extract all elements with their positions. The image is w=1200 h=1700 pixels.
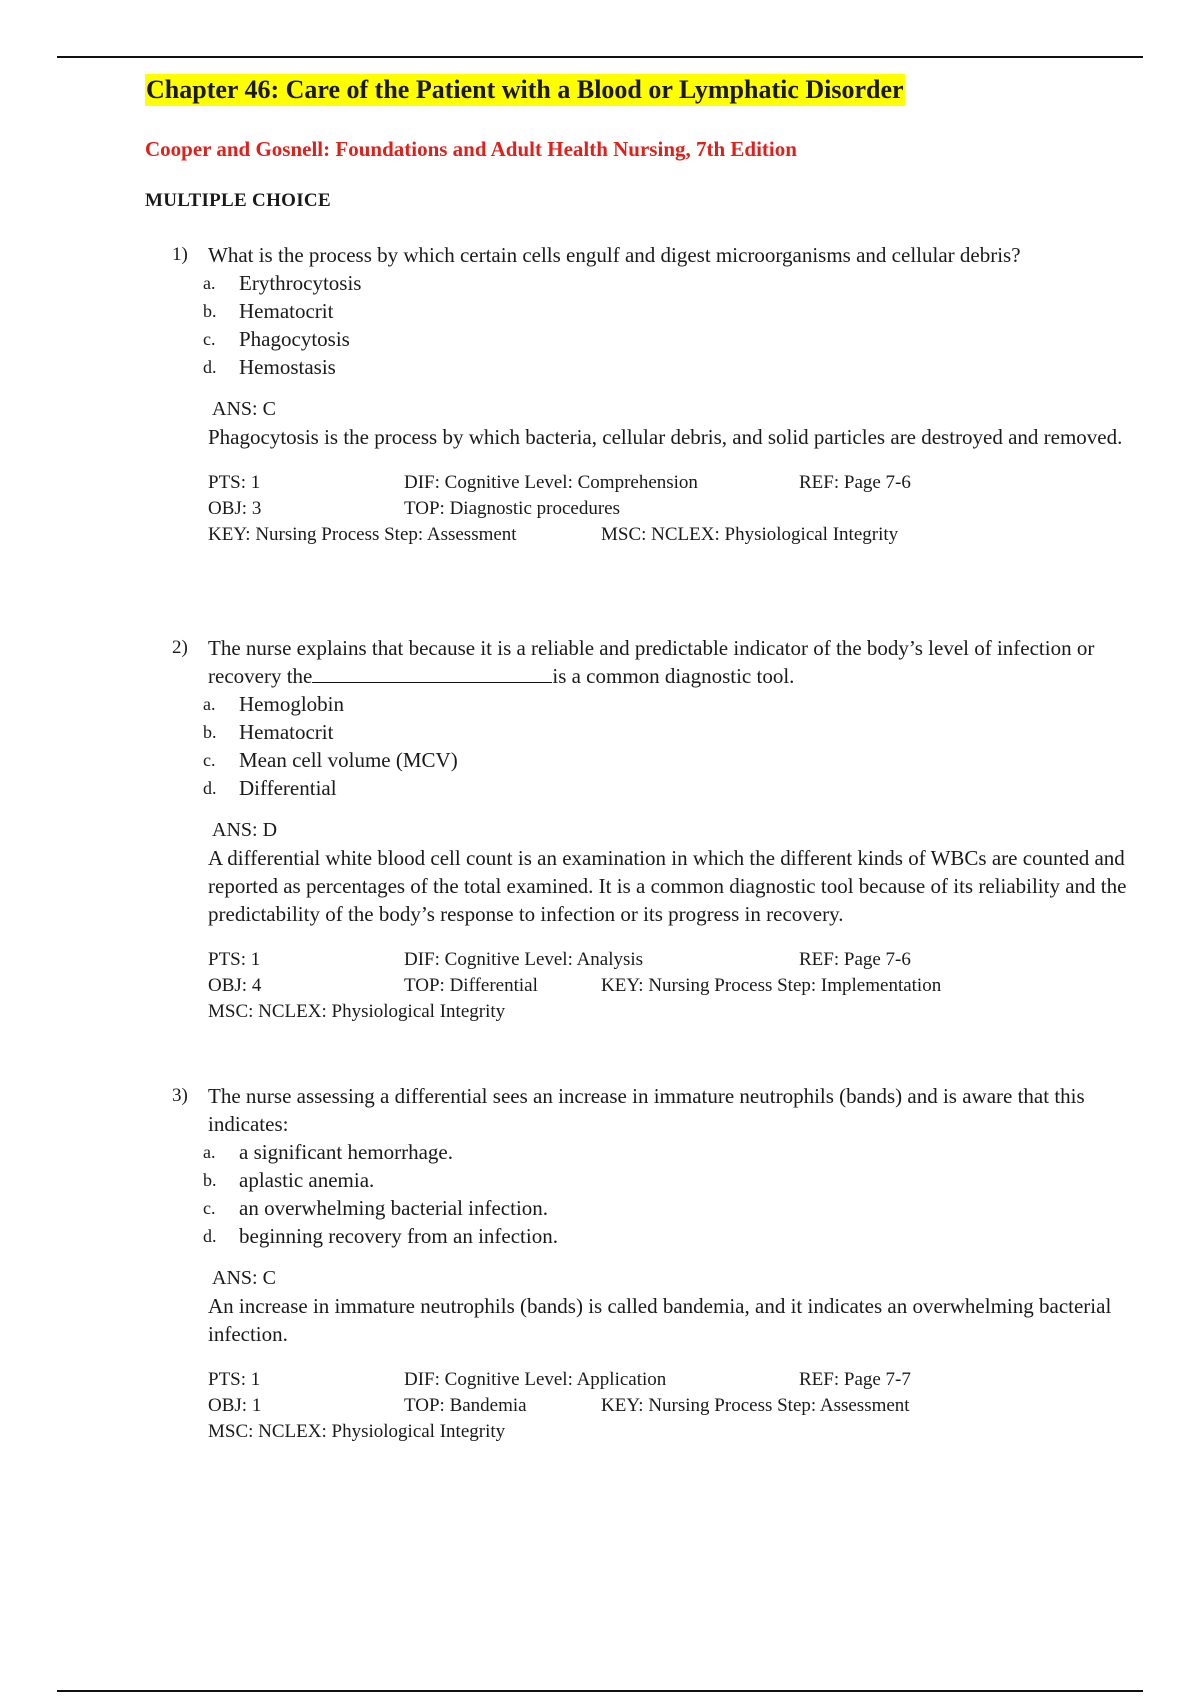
answer-block (208, 395, 1132, 451)
top-rule (57, 56, 1143, 58)
meta-top: TOP: Diagnostic procedures (404, 498, 620, 519)
meta-key: KEY: Nursing Process Step: Assessment (601, 1395, 910, 1416)
option-text: aplastic anemia. (239, 1168, 375, 1192)
section-heading: MULTIPLE CHOICE (145, 190, 331, 211)
meta-key: KEY: Nursing Process Step: Implementation (601, 975, 942, 996)
option-d (203, 774, 1132, 802)
book-subtitle: Cooper and Gosnell: Foundations and Adult Health Nursing, 7th Edition (145, 137, 797, 161)
meta-top: TOP: Bandemia (404, 1395, 527, 1416)
option-c (203, 1194, 1132, 1222)
meta-dif: DIF: Cognitive Level: Analysis (404, 949, 644, 970)
option-c (203, 325, 1132, 353)
meta-pts: PTS: 1 (208, 472, 261, 493)
option-letter: c. (203, 750, 216, 770)
option-c (203, 746, 1132, 774)
metadata-block (208, 947, 1132, 1025)
option-letter: a. (203, 1142, 216, 1162)
metadata-block (208, 1367, 1132, 1445)
option-letter: d. (203, 1226, 217, 1246)
meta-ref: REF: Page 7-6 (799, 949, 911, 970)
option-text: Hematocrit (239, 299, 334, 323)
option-text: a significant hemorrhage. (239, 1140, 453, 1164)
option-text: Erythrocytosis (239, 271, 362, 295)
meta-ref: REF: Page 7-7 (799, 1369, 911, 1390)
answer-block (208, 1264, 1132, 1348)
option-letter: d. (203, 778, 217, 798)
option-a (203, 269, 1132, 297)
option-text: Phagocytosis (239, 327, 350, 351)
option-text: an overwhelming bacterial infection. (239, 1196, 549, 1220)
option-d (203, 1222, 1132, 1250)
answer-key: ANS: C (212, 1267, 276, 1289)
meta-ref: REF: Page 7-6 (799, 472, 911, 493)
meta-msc: MSC: NCLEX: Physiological Integrity (208, 1001, 506, 1022)
option-a (203, 1138, 1132, 1166)
meta-pts: PTS: 1 (208, 1369, 261, 1390)
option-letter: c. (203, 329, 216, 349)
answer-key: ANS: C (212, 398, 276, 420)
option-text: Mean cell volume (MCV) (239, 748, 458, 772)
meta-obj: OBJ: 4 (208, 975, 262, 996)
meta-dif: DIF: Cognitive Level: Comprehension (404, 472, 698, 493)
rationale: Phagocytosis is the process by which bacteria, cellular debris, and solid particles are destroyed and removed. (208, 425, 1123, 449)
meta-pts: PTS: 1 (208, 949, 261, 970)
question-3 (172, 1082, 1132, 1445)
option-list (203, 690, 1132, 802)
meta-msc: MSC: NCLEX: Physiological Integrity (208, 1421, 506, 1442)
option-text: Differential (239, 776, 337, 800)
option-letter: a. (203, 694, 216, 714)
option-b (203, 718, 1132, 746)
option-a (203, 690, 1132, 718)
option-letter: b. (203, 301, 217, 321)
option-letter: a. (203, 273, 216, 293)
rationale: A differential white blood cell count is an examination in which the different kinds of WBCs are counted and reported as percentages of the total examined. It is a common diagnostic tool because of its reliability and the predictability of the body’s response to infection or its progress in recovery. (208, 846, 1127, 926)
question-number: 1) (172, 244, 188, 265)
option-list (203, 1138, 1132, 1250)
question-stem: The nurse assessing a differential sees an increase in immature neutrophils (bands) and is aware that this indicates: (208, 1084, 1085, 1136)
meta-msc: MSC: NCLEX: Physiological Integrity (601, 524, 899, 545)
option-text: beginning recovery from an infection. (239, 1224, 558, 1248)
option-letter: c. (203, 1198, 216, 1218)
question-stem: What is the process by which certain cells engulf and digest microorganisms and cellular debris? (208, 243, 1021, 267)
meta-dif: DIF: Cognitive Level: Application (404, 1369, 667, 1390)
option-letter: b. (203, 722, 217, 742)
meta-key: KEY: Nursing Process Step: Assessment (208, 524, 517, 545)
metadata-block (208, 470, 1132, 548)
question-stem: The nurse explains that because it is a reliable and predictable indicator of the body’s level of infection or recovery the is a common diagnostic tool. (208, 636, 1095, 688)
fill-in-blank (312, 664, 552, 683)
rationale: An increase in immature neutrophils (bands) is called bandemia, and it indicates an overwhelming bacterial infection. (208, 1294, 1112, 1346)
option-list (203, 269, 1132, 381)
question-2 (172, 634, 1132, 1025)
meta-obj: OBJ: 3 (208, 498, 262, 519)
answer-key: ANS: D (212, 819, 278, 841)
question-1 (172, 241, 1132, 548)
option-text: Hematocrit (239, 720, 334, 744)
meta-top: TOP: Differential (404, 975, 538, 996)
option-text: Hemoglobin (239, 692, 344, 716)
option-letter: d. (203, 357, 217, 377)
answer-block (208, 816, 1132, 928)
meta-obj: OBJ: 1 (208, 1395, 262, 1416)
chapter-title: Chapter 46: Care of the Patient with a Blood or Lymphatic Disorder (146, 75, 904, 104)
option-b (203, 297, 1132, 325)
option-b (203, 1166, 1132, 1194)
question-number: 2) (172, 637, 188, 658)
option-letter: b. (203, 1170, 217, 1190)
option-d (203, 353, 1132, 381)
option-text: Hemostasis (239, 355, 336, 379)
bottom-rule (57, 1690, 1143, 1692)
question-number: 3) (172, 1085, 188, 1106)
